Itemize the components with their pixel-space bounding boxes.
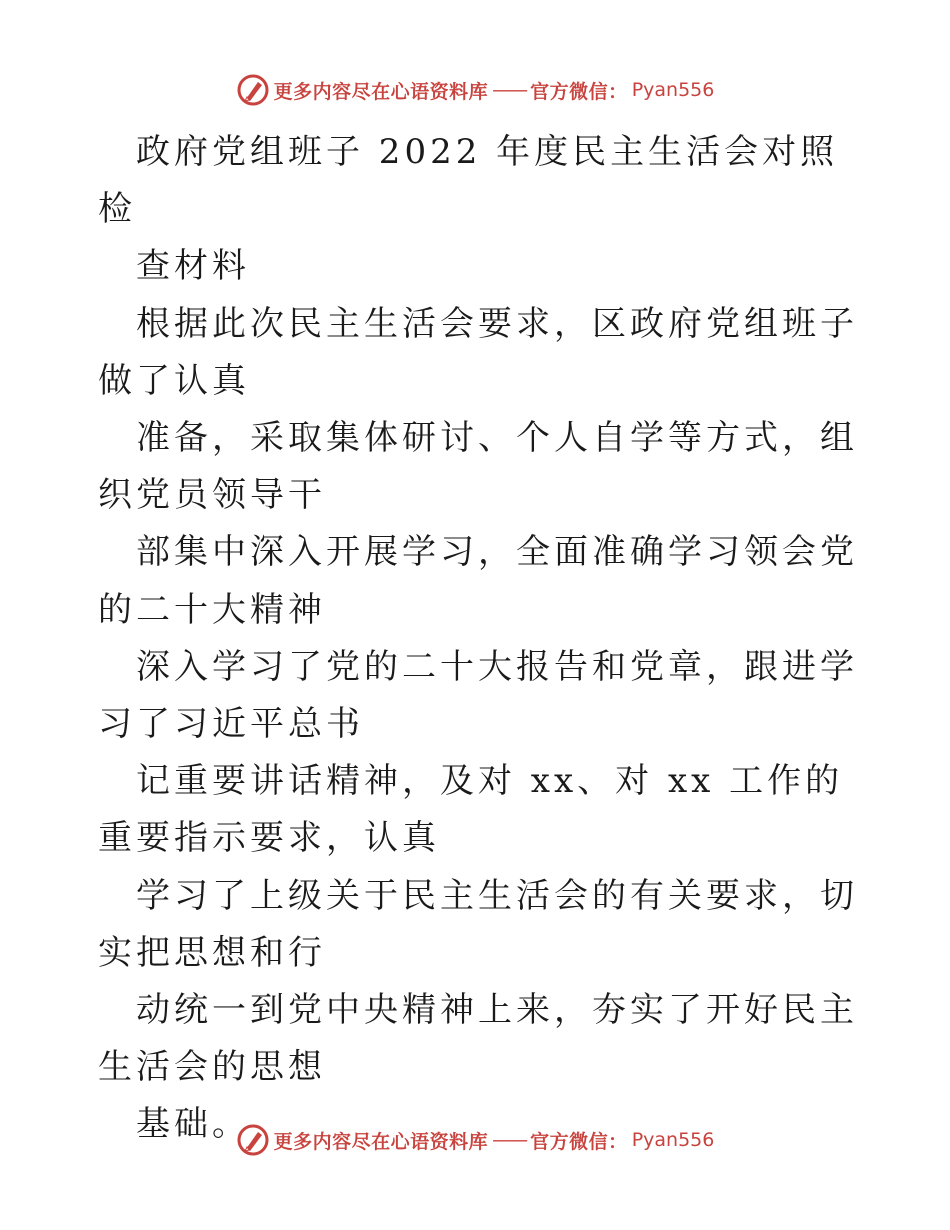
watermark-header: [0, 70, 950, 110]
body-paragraph: 部集中深入开展学习，全面准确学习领会党的二十大精神: [98, 532, 858, 630]
watermark-text: 更多内容尽在心语资料库: [273, 1130, 489, 1153]
body-paragraph: 记重要讲话精神，及对 xx、对 xx 工作的重要指示要求，认真: [98, 761, 844, 859]
document-title-line-2: 查材料: [136, 246, 250, 287]
watermark-handle: Pyan556: [631, 79, 715, 101]
body-paragraph: 根据此次民主生活会要求，区政府党组班子做了认真: [98, 303, 858, 401]
body-paragraph: 深入学习了党的二十大报告和党章，跟进学习了习近平总书: [98, 646, 858, 745]
body-paragraph: 基础。: [136, 1104, 250, 1145]
body-paragraph: 动统一到党中央精神上来，夯实了开好民主生活会的思想: [98, 990, 858, 1088]
watermark-label: 官方微信：: [530, 80, 628, 103]
watermark-label: 官方微信：: [530, 1130, 628, 1153]
watermark-footer: [0, 1120, 950, 1160]
watermark-dash: ——: [492, 79, 527, 101]
document-title-line-1: 政府党组班子 2022 年度民主生活会对照检: [98, 132, 839, 230]
watermark-dash: ——: [492, 1129, 527, 1151]
body-paragraph: 准备，采取集体研讨、个人自学等方式，组织党员领导干: [98, 418, 858, 516]
watermark-text: 更多内容尽在心语资料库: [273, 80, 489, 103]
body-paragraph: 学习了上级关于民主生活会的有关要求，切实把思想和行: [98, 875, 858, 973]
pen-logo-icon: [236, 1123, 270, 1157]
document-body: [98, 124, 858, 1154]
watermark-handle: Pyan556: [631, 1129, 715, 1151]
pen-logo-icon: [236, 73, 270, 107]
